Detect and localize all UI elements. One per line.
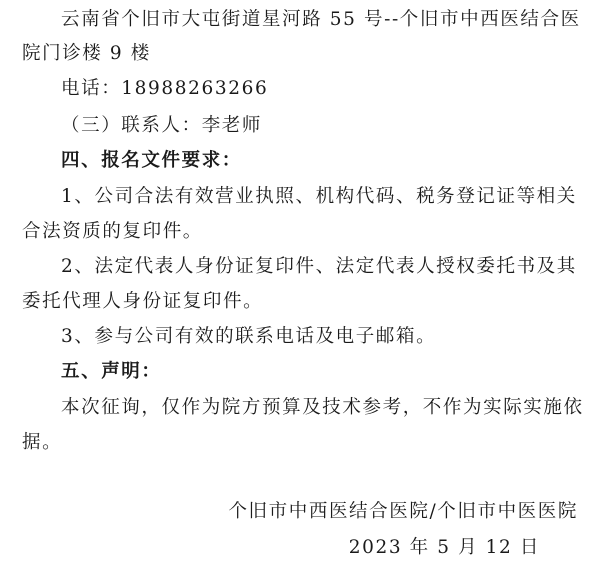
section-5-body-line-2: 据。 [22, 432, 63, 453]
section-4-item-1-line-2: 合法资质的复印件。 [22, 221, 203, 242]
signature-organization: 个旧市中西医结合医院/个旧市中医医院 [228, 501, 578, 522]
section-4-item-1-line-1: 1、公司合法有效营业执照、机构代码、税务登记证等相关 [61, 186, 577, 207]
section-4-heading: 四、报名文件要求： [61, 150, 242, 171]
section-4-item-3: 3、参与公司有效的联系电话及电子邮箱。 [61, 326, 437, 347]
section-4-item-2-line-2: 委托代理人身份证复印件。 [22, 291, 264, 312]
section-5-body-line-1: 本次征询，仅作为院方预算及技术参考，不作为实际实施依 [61, 397, 584, 418]
section-5-heading: 五、声明： [61, 361, 162, 382]
signature-date: 2023 年 5 月 12 日 [348, 537, 540, 558]
section-4-item-2-line-1: 2、法定代表人身份证复印件、法定代表人授权委托书及其 [61, 256, 577, 277]
address-line-1: 云南省个旧市大屯街道星河路 55 号--个旧市中西医结合医 [61, 9, 581, 30]
phone-line: 电话：18988263266 [61, 78, 269, 99]
contact-line: （三）联系人：李老师 [61, 115, 263, 136]
address-line-2: 院门诊楼 9 楼 [22, 43, 151, 64]
